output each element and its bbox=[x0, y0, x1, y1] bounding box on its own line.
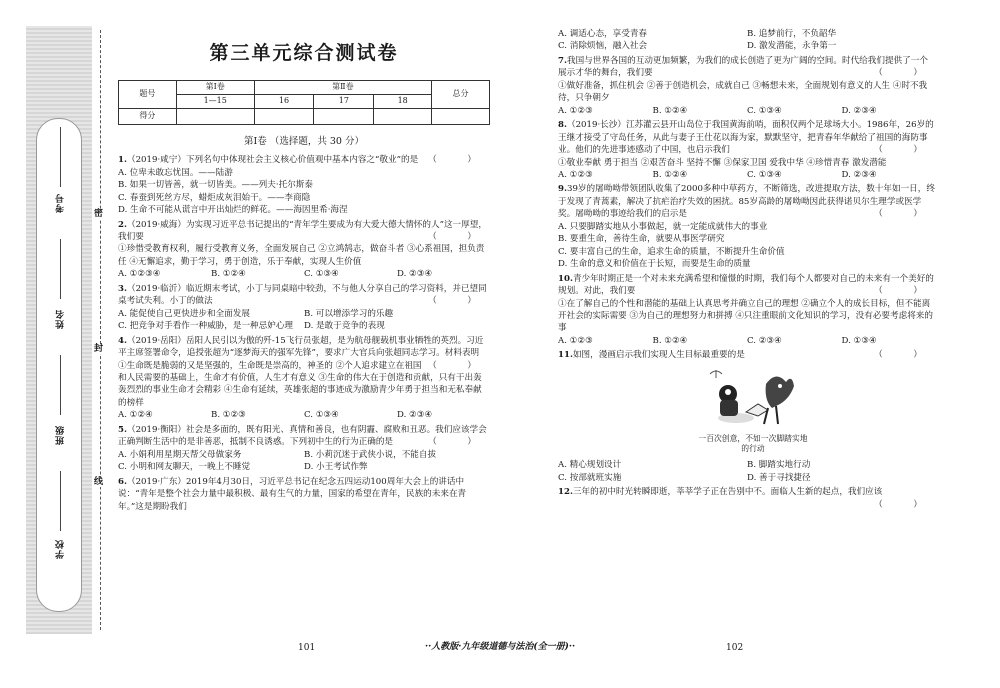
option[interactable]: A. 精心规划设计 bbox=[558, 460, 622, 471]
question-7 bbox=[558, 55, 936, 117]
binding-strip-panel bbox=[36, 118, 82, 612]
answer-paren[interactable]: （ ） bbox=[428, 360, 490, 371]
option[interactable]: C. ②③④ bbox=[747, 335, 782, 346]
score-table-score-label: 得分 bbox=[119, 108, 177, 124]
option[interactable]: D. ②③④ bbox=[841, 105, 877, 116]
question-10 bbox=[558, 273, 936, 348]
option[interactable]: D. 是敢于竞争的表现 bbox=[304, 321, 385, 332]
question-12 bbox=[558, 486, 936, 510]
seal-mark-mi: 密 bbox=[94, 209, 104, 219]
answer-paren[interactable]: （ ） bbox=[428, 437, 490, 448]
option[interactable]: D. 生命不可能从谎言中开出灿烂的鲜花。——海因里希·海涅 bbox=[118, 205, 348, 216]
book-series-footer: ··人教版·九年级道德与法治(全一册)·· bbox=[425, 642, 576, 652]
option[interactable]: A. ①②④ bbox=[118, 410, 153, 421]
answer-paren[interactable]: （ ） bbox=[428, 232, 490, 243]
answer-paren[interactable]: （ ） bbox=[874, 68, 936, 79]
question-text: 我国与世界各国的互动更加频繁，为我们的成长创造了更为广阔的空间。时代给我们提供了一个展示才华的舞台，我们要 bbox=[558, 55, 928, 79]
name-field-label: 姓名 bbox=[56, 309, 66, 329]
question-6 bbox=[118, 476, 490, 513]
option[interactable]: B. 可以增添学习的乐趣 bbox=[304, 308, 394, 319]
seal-dashed-line bbox=[100, 30, 101, 630]
page-title: 第三单元综合测试卷 bbox=[209, 42, 399, 64]
question-3 bbox=[118, 283, 490, 333]
question-8 bbox=[558, 119, 936, 181]
question-number: 2. bbox=[118, 219, 127, 230]
question-5 bbox=[118, 424, 490, 474]
option[interactable]: C. 春蚕到死丝方尽，蜡炬成灰泪始干。——李商隐 bbox=[118, 192, 311, 203]
rooster-cartoon-icon bbox=[706, 364, 798, 434]
score-cell[interactable] bbox=[254, 108, 314, 124]
answer-paren[interactable]: （ ） bbox=[428, 155, 490, 166]
option[interactable]: A. 位卑未敢忘忧国。——陆游 bbox=[118, 167, 233, 178]
score-table bbox=[118, 80, 490, 125]
question-6-options bbox=[558, 28, 936, 53]
question-body: ①做好准备，抓住机会 ②善于创造机会，成就自己 ③畅想未来，全面规划有意义的人生 ④时不我待，只争朝夕 bbox=[558, 80, 928, 104]
question-11 bbox=[558, 349, 936, 484]
question-number: 12. bbox=[558, 487, 573, 498]
question-body: ①敬业奉献 勇于担当 ②艰苦奋斗 坚持不懈 ③保家卫国 爱我中华 ④珍惜青春 激发潜能 bbox=[558, 157, 887, 168]
option[interactable]: B. ①②③ bbox=[211, 410, 246, 421]
question-text: （2019·威海）为实现习近平总书记提出的“青年学生要成为有大爱大德大情怀的人”这一厚望，我们要 bbox=[118, 219, 487, 243]
option[interactable]: D. ②③④ bbox=[397, 410, 433, 421]
question-number: 5. bbox=[118, 424, 127, 435]
option[interactable]: C. ①③④ bbox=[304, 410, 339, 421]
question-9 bbox=[558, 183, 936, 270]
answer-paren[interactable]: （ ） bbox=[874, 499, 936, 510]
school-field-line[interactable] bbox=[60, 471, 61, 531]
question-number: 11. bbox=[558, 350, 573, 361]
score-table-q16: 16 bbox=[254, 94, 314, 108]
exam-number-field-label: 考号 bbox=[56, 193, 66, 213]
question-4 bbox=[118, 335, 490, 422]
option[interactable]: C. ①③④ bbox=[747, 105, 782, 116]
score-table-header-item: 题号 bbox=[119, 80, 177, 108]
score-table-part2: 第Ⅱ卷 bbox=[254, 80, 432, 94]
option[interactable]: D. ②③④ bbox=[841, 169, 877, 180]
option[interactable]: C. 小明和网友聊天，一晚上不睡觉 bbox=[118, 462, 251, 473]
page-number-left: 101 bbox=[298, 643, 316, 653]
question-text: （2019·岳阳）岳阳人民引以为傲的歼-15飞行员张超，是为航母舰载机事业牺牲的英烈。习近平主席签署命令，追授张超为“逐梦海天的强军先锋”，要求广大官兵向张超同志学习。材料表明 bbox=[118, 335, 484, 359]
option[interactable]: D. ②③④ bbox=[397, 269, 433, 280]
option[interactable]: B. ①②④ bbox=[652, 335, 688, 346]
score-table-q18: 18 bbox=[374, 94, 432, 108]
score-table-range-1-15: 1—15 bbox=[176, 94, 254, 108]
option[interactable]: D. 生命的意义和价值在于长短，而要是生命的质量 bbox=[558, 259, 751, 270]
question-2 bbox=[118, 219, 490, 281]
option[interactable]: D. ①③④ bbox=[841, 335, 877, 346]
score-table-q17: 17 bbox=[314, 94, 374, 108]
question-number: 9. bbox=[558, 184, 567, 195]
question-body: ①珍惜受教育权利，履行受教育义务，全面发展自己 ②立鸿鹄志，做奋斗者 ③心系祖国，担负责任 ④无懈追求，勤于学习，勇于创造，乐于奉献，实现人生价值 bbox=[118, 244, 485, 267]
option[interactable]: B. ①②④ bbox=[652, 169, 688, 180]
question-number: 10. bbox=[558, 273, 573, 284]
option[interactable]: A. ①②③ bbox=[558, 169, 593, 180]
score-cell[interactable] bbox=[314, 108, 374, 124]
section-title: 第Ⅰ卷 （选择题，共 30 分） bbox=[244, 135, 364, 147]
cartoon-caption: 一百次创意，不如一次脚踏实地的行动 bbox=[698, 433, 808, 453]
question-text: （2019·咸宁）下列名句中体现社会主义核心价值观中基本内容之“敬业”的是 bbox=[126, 155, 419, 166]
question-text: （2019·衡阳）社会是多面的，既有阳光、真情和善良，也有阴霾、腐败和丑恶。我们应该学会正确判断生活中的是非善恶，抵制不良诱惑。下列初中生的行为正确的是 bbox=[118, 424, 487, 448]
question-text: （2019·广东）2019年4月30日，习近平总书记在纪念五四运动100周年大会上的讲话中说：“青年是整个社会力量中最积极、最有生气的力量，国家的希望在青年，民族的未来在青年。”这是期盼我们 bbox=[118, 476, 467, 512]
class-field-label: 班级 bbox=[56, 425, 66, 445]
option[interactable]: D. 小王考试作弊 bbox=[304, 462, 368, 473]
option[interactable]: A. 小娟利用星期天帮父母做家务 bbox=[118, 449, 242, 460]
question-text: （2019·临沂）临近期末考试，小丁与同桌暗中较劲，不与他人分享自己的学习资料，并已望同桌考试失利。小丁的做法 bbox=[118, 283, 487, 307]
exam-number-field-line[interactable] bbox=[60, 127, 61, 187]
question-text: 如图，漫画启示我们实现人生目标最重要的是 bbox=[572, 350, 745, 361]
question-number: 4. bbox=[118, 335, 127, 346]
school-field-label: 学校 bbox=[56, 539, 66, 559]
seal-mark-xian: 线 bbox=[94, 477, 104, 487]
option[interactable]: A. 能促使自己更快进步和全面发展 bbox=[118, 308, 250, 319]
right-page bbox=[558, 28, 936, 511]
seal-mark-feng: 封 bbox=[94, 344, 104, 354]
question-body: ①生命既是脆弱的又是坚强的，生命既是崇高的，神圣的 ②个人追求建立在祖国和人民需要的基础上，生命才有价值，人生才有意义 ③生命的伟大在于创造和贡献，只有干出轰轰烈烈的事业生命才会精彩 ④生命有延续，英雄张超的事迹成为激励青少年勇于担当和无私奉献的榜样 bbox=[118, 360, 482, 408]
option[interactable]: B. ①②④ bbox=[211, 269, 246, 280]
option[interactable]: B. 追梦前行，不负韶华 bbox=[747, 29, 837, 39]
option[interactable]: D. 善于寻找捷径 bbox=[747, 472, 811, 483]
answer-paren[interactable]: （ ） bbox=[874, 350, 936, 361]
option[interactable]: A. 调适心态，享受青春 bbox=[558, 29, 648, 39]
option[interactable]: B. 脚踏实地行动 bbox=[747, 460, 811, 471]
question-text: （2019·长沙）江苏灌云县开山岛位于我国黄海前哨，面积仅两个足球场大小。1986年，26岁的王继才接受了守岛任务，从此与妻子王仕花以海为家，默默坚守，把青春年华献给了祖国的海防事业。他们的先进事迹感动了中国，也启示我们 bbox=[558, 120, 934, 156]
page-number-right: 102 bbox=[726, 643, 744, 653]
option[interactable]: C. ①③④ bbox=[747, 169, 782, 180]
question-number: 8. bbox=[558, 120, 567, 131]
question-body: ①在了解自己的个性和潜能的基础上认真思考并确立自己的理想 ②确立个人的成长目标，但不能离开社会的实际需要 ③为自己的理想努力和拼搏 ④只注重眼前文化知识的学习，没有必要考虑将来的事 bbox=[558, 298, 933, 334]
score-table-total: 总分 bbox=[432, 80, 490, 108]
option[interactable]: A. ①②③ bbox=[558, 335, 593, 346]
left-page bbox=[118, 40, 490, 515]
option[interactable]: C. 要丰富自己的生命，追求生命的质量，不断提升生命价值 bbox=[558, 246, 785, 257]
score-cell[interactable] bbox=[432, 108, 490, 124]
question-text: 三年的初中时光转瞬即逝，莘莘学子正在告别中不。面临人生新的起点，我们应该 bbox=[572, 487, 883, 498]
option[interactable]: C. ①③④ bbox=[304, 269, 339, 280]
class-field-line[interactable] bbox=[60, 355, 61, 415]
binding-strip bbox=[26, 26, 92, 634]
question-text: 青少年时期正是一个对未来充满希望和憧憬的时期，我们每个人都要对自己的未来有一个美好的规划。对此，我们要 bbox=[558, 273, 934, 297]
question-number: 3. bbox=[118, 283, 127, 294]
question-number: 1. bbox=[118, 155, 127, 166]
question-number: 7. bbox=[558, 55, 567, 66]
answer-paren[interactable]: （ ） bbox=[874, 145, 936, 156]
option[interactable]: B. 小莉沉迷于武侠小说，不能自拔 bbox=[304, 449, 437, 460]
option[interactable]: B. ①②④ bbox=[652, 105, 688, 116]
option[interactable]: B. 如果一切皆善，就一切皆美。——列夫·托尔斯泰 bbox=[118, 180, 313, 191]
option[interactable]: A. 只要脚踏实地从小事做起，就一定能成就伟大的事业 bbox=[558, 221, 768, 232]
question-1 bbox=[118, 154, 490, 216]
option[interactable]: D. 激发潜能，永争第一 bbox=[747, 41, 837, 52]
score-cell[interactable] bbox=[374, 108, 432, 124]
score-table-part1: 第Ⅰ卷 bbox=[176, 80, 254, 94]
answer-paren[interactable]: （ ） bbox=[874, 209, 936, 220]
cartoon-image bbox=[706, 364, 798, 434]
option[interactable]: A. ①②③ bbox=[558, 105, 593, 116]
option[interactable]: B. 要重生命，善待生命，就要从事医学研究 bbox=[558, 234, 725, 245]
name-field-line[interactable] bbox=[60, 239, 61, 299]
answer-paren[interactable]: （ ） bbox=[428, 296, 490, 307]
score-cell[interactable] bbox=[176, 108, 254, 124]
option[interactable]: C. 消除烦恼，融入社会 bbox=[558, 41, 648, 52]
option[interactable]: A. ①②③④ bbox=[118, 269, 161, 280]
answer-paren[interactable]: （ ） bbox=[874, 286, 936, 297]
option[interactable]: C. 按部就班实施 bbox=[558, 472, 622, 483]
question-number: 6. bbox=[118, 476, 127, 487]
option[interactable]: C. 把竞争对手看作一种威胁，是一种忌妒心理 bbox=[118, 321, 294, 332]
question-text: 39岁的屠呦呦带领团队收集了2000多种中草药方，不断筛选，改进提取方法，数十年如一日，终于发现了青蒿素，解决了抗疟治疗失效的困扰。85岁高龄的屠呦呦因此获得诺贝尔生理学或医学奖。屠呦呦的事迹给我们的启示是 bbox=[558, 184, 935, 220]
